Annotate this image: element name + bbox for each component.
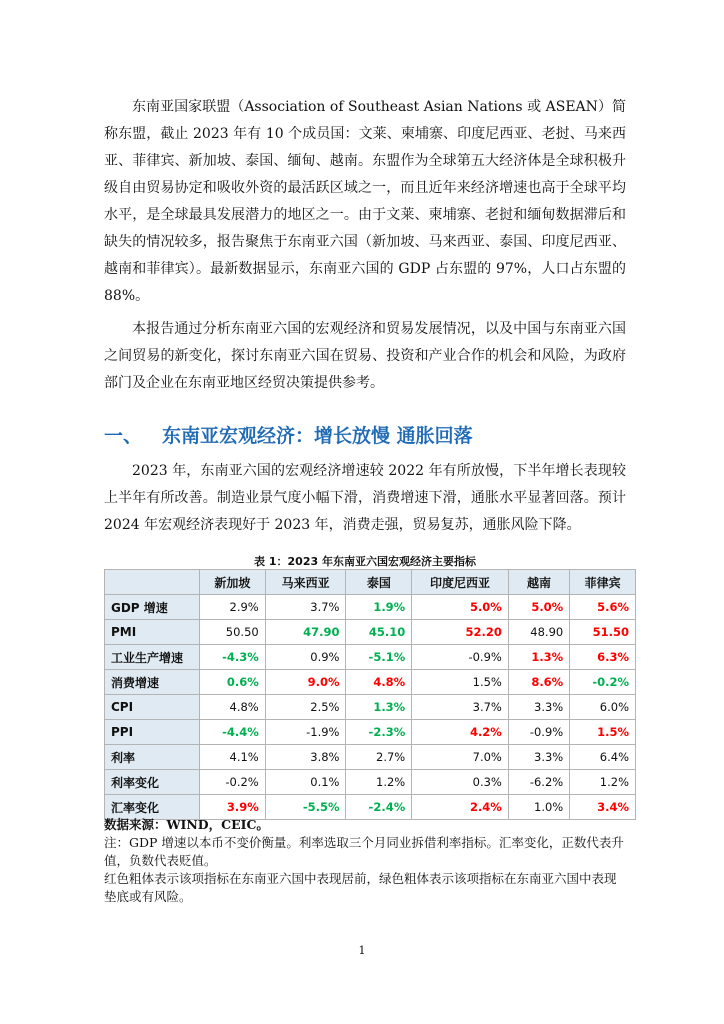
table-cell: 1.3% <box>346 695 412 720</box>
table-cell: 1.5% <box>570 720 636 745</box>
table-cell: 8.6% <box>508 670 569 695</box>
table-row <box>105 595 636 620</box>
table-cell: -2.4% <box>346 795 412 820</box>
section-heading <box>104 421 473 448</box>
table-cell: 48.90 <box>508 620 569 645</box>
table-caption: 表 1：2023 年东南亚六国宏观经济主要指标 <box>254 555 476 568</box>
table-cell: -4.3% <box>200 645 266 670</box>
table-notes <box>104 816 626 906</box>
macro-indicators-table <box>104 569 636 820</box>
table-cell: -5.5% <box>265 795 346 820</box>
table-cell: 50.50 <box>200 620 266 645</box>
table-cell: -1.9% <box>265 720 346 745</box>
row-label: 利率 <box>105 745 200 770</box>
table-cell: 2.9% <box>200 595 266 620</box>
table-cell: 3.9% <box>200 795 266 820</box>
table-cell: 1.3% <box>508 645 569 670</box>
table-cell: 1.5% <box>412 670 509 695</box>
table-cell: 2.7% <box>346 745 412 770</box>
table-row <box>105 620 636 645</box>
column-header: 马来西亚 <box>265 570 346 595</box>
note-color-legend: 红色粗体表示该项指标在东南亚六国中表现居前，绿色粗体表示该项指标在东南亚六国中表现垫底或有风险。 <box>104 871 617 904</box>
table-cell: 3.3% <box>508 695 569 720</box>
table-row <box>105 645 636 670</box>
table-cell: 4.8% <box>200 695 266 720</box>
row-label: 利率变化 <box>105 770 200 795</box>
summary-paragraph: 2023 年，东南亚六国的宏观经济增速较 2022 年有所放慢，下半年增长表现较上半年有所改善。制造业景气度小幅下滑，消费增速下滑，通胀水平显著回落。预计 2024 年宏观经济表现好于 2023 年，消费走强，贸易复苏，通胀风险下降。 <box>104 463 626 533</box>
section-number: 一、 <box>104 425 143 447</box>
table-cell: 0.1% <box>265 770 346 795</box>
table-cell: 5.0% <box>508 595 569 620</box>
table-cell: 3.7% <box>412 695 509 720</box>
purpose-paragraph: 本报告通过分析东南亚六国的宏观经济和贸易发展情况，以及中国与东南亚六国之间贸易的新变化，探讨东南亚六国在贸易、投资和产业合作的机会和风险，为政府部门及企业在东南亚地区经贸决策提供参考。 <box>104 321 626 391</box>
table-row <box>105 770 636 795</box>
data-source: 数据来源：WIND，CEIC。 <box>104 817 269 832</box>
row-label: 汇率变化 <box>105 795 200 820</box>
table-cell: -6.2% <box>508 770 569 795</box>
table-cell: 5.0% <box>412 595 509 620</box>
table-header-row <box>105 570 636 595</box>
table-cell: -2.3% <box>346 720 412 745</box>
row-label: PPI <box>105 720 200 745</box>
table-cell: 5.6% <box>570 595 636 620</box>
page-number: 1 <box>358 944 366 957</box>
table-cell: 3.7% <box>265 595 346 620</box>
table-cell: 6.0% <box>570 695 636 720</box>
row-label: GDP 增速 <box>105 595 200 620</box>
table-cell: 6.3% <box>570 645 636 670</box>
table-cell: 3.4% <box>570 795 636 820</box>
table-cell: 1.9% <box>346 595 412 620</box>
row-label: 工业生产增速 <box>105 645 200 670</box>
column-header: 新加坡 <box>200 570 266 595</box>
table-cell: 9.0% <box>265 670 346 695</box>
column-header: 菲律宾 <box>570 570 636 595</box>
table-cell: 47.90 <box>265 620 346 645</box>
table-cell: 0.9% <box>265 645 346 670</box>
table-cell: -0.2% <box>200 770 266 795</box>
table-cell: -0.2% <box>570 670 636 695</box>
table-cell: 0.6% <box>200 670 266 695</box>
table-cell: -0.9% <box>412 645 509 670</box>
intro-paragraph: 东南亚国家联盟（Association of Southeast Asian Nations 或 ASEAN）简称东盟，截止 2023 年有 10 个成员国：文莱、柬埔寨、印度尼西亚、老挝、马来西亚、菲律宾、新加坡、泰国、缅甸、越南。东盟作为全球第五大经济体是全球积极升级自由贸易协定和吸收外资的最活跃区域之一，而且近年来经济增速也高于全球平均水平，是全球最具发展潜力的地区之一。由于文莱、柬埔寨、老挝和缅甸数据滞后和缺失的情况较多，报告聚焦于东南亚六国（新加坡、马来西亚、泰国、印度尼西亚、越南和菲律宾）。最新数据显示，东南亚六国的 GDP 占东盟的 97%，人口占东盟的 88%。 <box>104 99 626 304</box>
table-cell: -4.4% <box>200 720 266 745</box>
table-cell: 4.1% <box>200 745 266 770</box>
table-cell: 1.2% <box>570 770 636 795</box>
table-cell: 0.3% <box>412 770 509 795</box>
section-title: 东南亚宏观经济：增长放慢 通胀回落 <box>162 425 473 447</box>
table-cell: 6.4% <box>570 745 636 770</box>
table-cell: 4.2% <box>412 720 509 745</box>
column-header: 泰国 <box>346 570 412 595</box>
table-row <box>105 720 636 745</box>
note-definitions: 注：GDP 增速以本币不变价衡量。利率选取三个月同业拆借利率指标。汇率变化，正数代表升值，负数代表贬值。 <box>104 835 624 868</box>
table-cell: 2.5% <box>265 695 346 720</box>
table-row <box>105 695 636 720</box>
table-row <box>105 745 636 770</box>
table-body <box>105 595 636 820</box>
table-cell: 1.0% <box>508 795 569 820</box>
table-cell: 51.50 <box>570 620 636 645</box>
table-cell: 2.4% <box>412 795 509 820</box>
table-cell: 3.3% <box>508 745 569 770</box>
table-cell: -5.1% <box>346 645 412 670</box>
table-cell: 3.8% <box>265 745 346 770</box>
table-row <box>105 670 636 695</box>
corner-cell <box>105 570 200 595</box>
table-cell: -0.9% <box>508 720 569 745</box>
table-cell: 4.8% <box>346 670 412 695</box>
row-label: CPI <box>105 695 200 720</box>
column-header: 印度尼西亚 <box>412 570 509 595</box>
column-header: 越南 <box>508 570 569 595</box>
table-cell: 7.0% <box>412 745 509 770</box>
row-label: 消费增速 <box>105 670 200 695</box>
table-cell: 1.2% <box>346 770 412 795</box>
table-cell: 52.20 <box>412 620 509 645</box>
table-cell: 45.10 <box>346 620 412 645</box>
row-label: PMI <box>105 620 200 645</box>
